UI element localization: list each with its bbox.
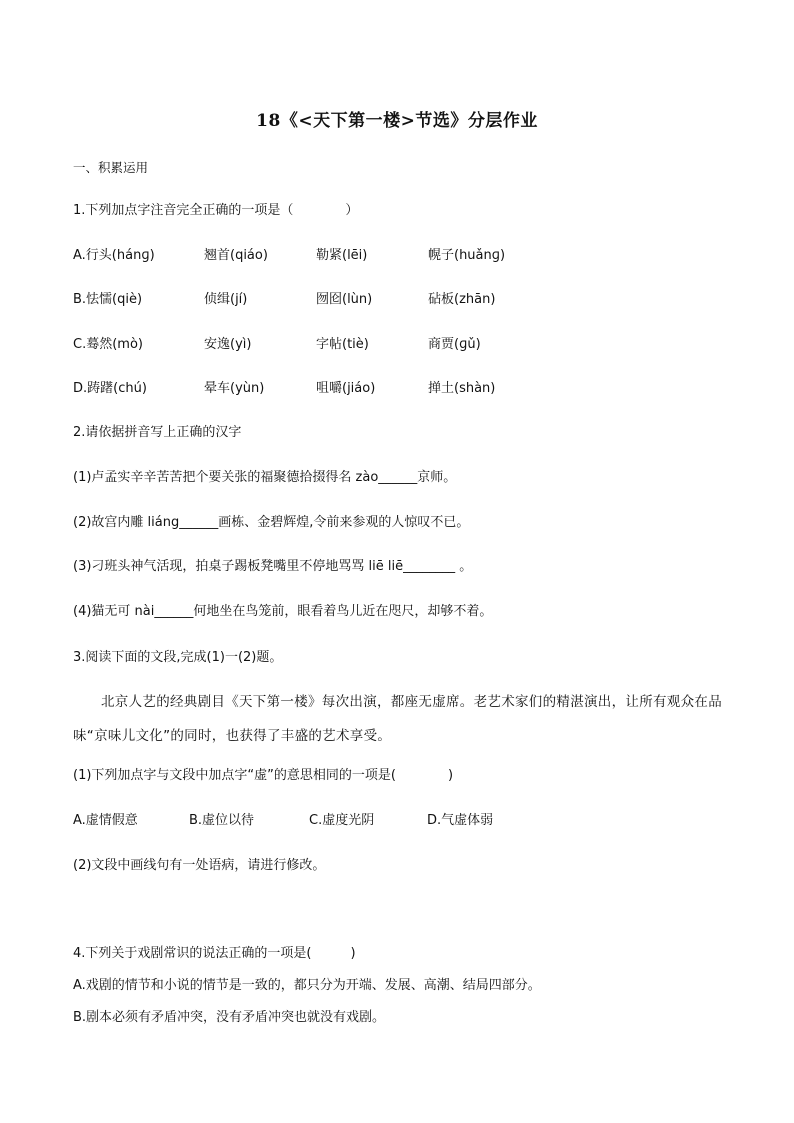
q1-a-item-2: 翘首(qiáo) [204,248,268,263]
q1-c-item-2: 安逸(yì) [204,337,252,352]
q2-item-1: (1)卢孟实辛辛苦苦把个要关张的福聚德拾掇得名 zào______京师。 [73,470,457,485]
q1-d-item-3: 咀嚼(jiáo) [316,381,376,396]
question-1-stem: 1.下列加点字注音完全正确的一项是（ ） [73,203,359,218]
question-2-stem: 2.请依据拼音写上正确的汉字 [73,425,242,440]
q3-option-c: C.虚度光阴 [309,813,375,828]
q1-c-item-3: 字帖(tiè) [316,337,369,352]
q1-a-item-4: 幌子(huǎnɡ) [428,248,506,263]
q1-d-item-2: 晕车(yùn) [204,381,265,396]
q1-b-item-1: B.怯懦(qiè) [73,292,143,307]
q4-option-a: A.戏剧的情节和小说的情节是一致的，都只分为开端、发展、高潮、结局四部分。 [73,978,541,993]
q1-b-item-3: 囫囵(lùn) [316,292,373,307]
q2-item-4: (4)猫无可 nài______何地坐在鸟笼前，眼看着鸟儿近在咫尺，却够不着。 [73,604,493,619]
q3-option-d: D.气虚体弱 [427,813,494,828]
q1-d-item-1: D.踌躇(chú) [73,381,147,396]
q3-sub-question-2: (2)文段中画线句有一处语病，请进行修改。 [73,858,326,873]
q1-option-row-d [73,379,733,399]
q2-item-2: (2)故宫内雕 liáng______画栋、金碧辉煌,令前来参观的人惊叹不已。 [73,515,470,530]
q1-c-item-1: C.蓦然(mò) [73,337,143,352]
q4-option-b: B.剧本必须有矛盾冲突，没有矛盾冲突也就没有戏剧。 [73,1010,386,1025]
q1-option-row-b [73,290,733,310]
page-title: 18《<天下第一楼>节选》分层作业 [256,111,538,131]
q1-a-item-3: 勒紧(lēi) [316,248,368,263]
q3-sub-question-1: (1)下列加点字与文段中加点字“虚”的意思相同的一项是( ) [73,768,454,783]
q2-item-3: (3)刁班头神气活现，拍桌子踢板凳嘴里不停地骂骂 liē liē________ 。 [73,559,473,574]
q1-a-item-1: A.行头(hánɡ) [73,248,155,263]
q1-d-item-4: 掸土(shàn) [428,381,496,396]
q1-option-row-a [73,246,733,266]
q3-option-b: B.虚位以待 [189,813,255,828]
q3-passage: 北京人艺的经典剧目《天下第一楼》每次出演，都座无虚席。老艺术家们的精湛演出，让所有观众在品味“京味儿文化”的同时，也获得了丰盛的艺术享受。 [73,694,722,744]
section-heading: 一、积累运用 [73,160,149,175]
question-4-stem: 4.下列关于戏剧常识的说法正确的一项是( ) [73,946,356,961]
q3-options-row [73,811,733,831]
q1-option-row-c [73,335,733,355]
q3-option-a: A.虚情假意 [73,813,138,828]
q1-c-item-4: 商贾(ɡǔ) [428,337,481,352]
question-3-stem: 3.阅读下面的文段,完成(1)一(2)题。 [73,650,283,665]
q1-b-item-4: 砧板(zhān) [428,292,496,307]
q1-b-item-2: 侦缉(jí) [204,292,248,307]
